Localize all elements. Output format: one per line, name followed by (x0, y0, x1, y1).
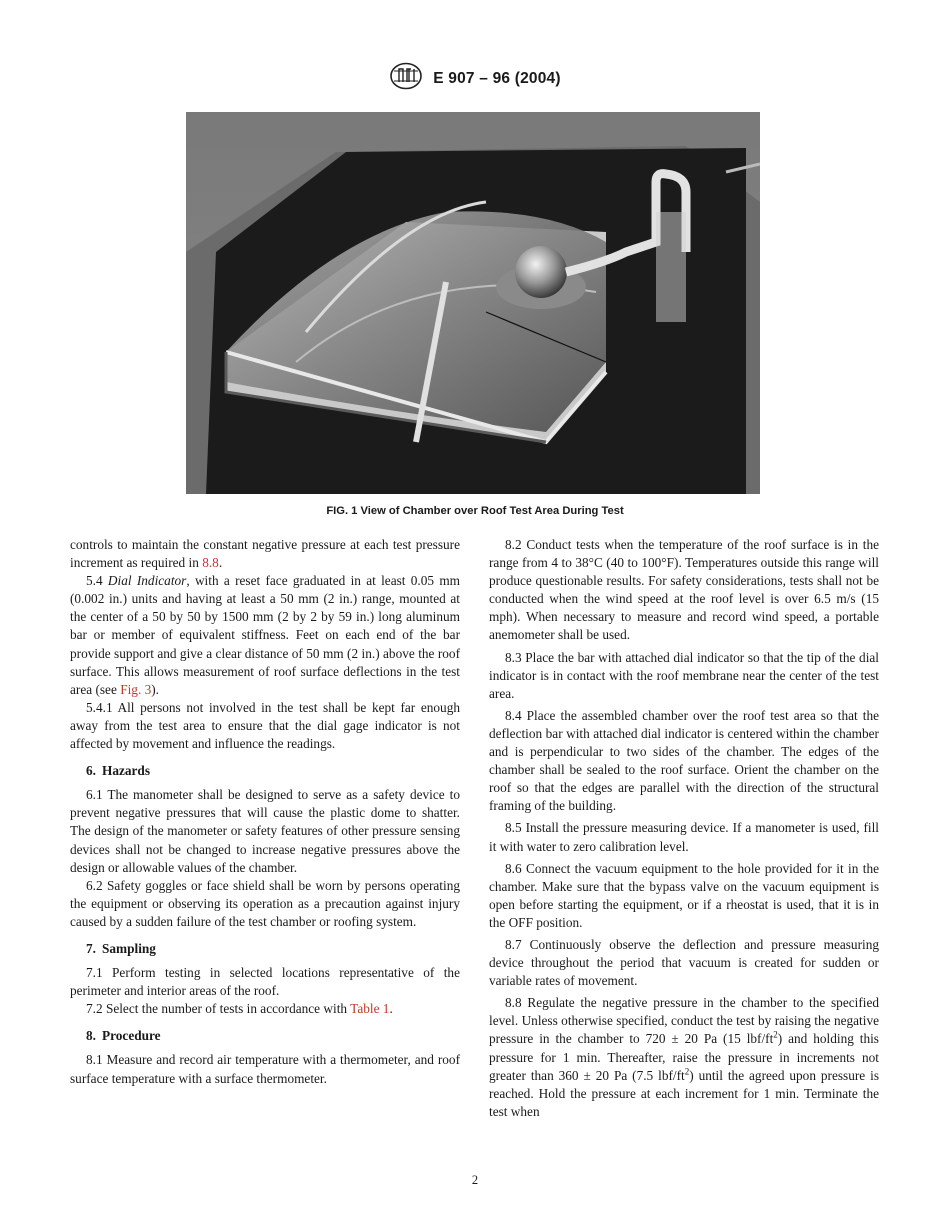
paragraph-8-3: 8.3 Place the bar with attached dial indicator so that the tip of the dial indicator is in contact with the roof membrane near the center of the test area. (489, 649, 879, 701)
paragraph-7-2: 7.2 Select the number of tests in accordance with Table 1. (86, 1001, 393, 1017)
table-1-link[interactable]: Table 1 (350, 1001, 390, 1017)
paragraph-6-1: 6.1 The manometer shall be designed to serve as a safety device to prevent negative pressures that will cause the plastic dome to shatter. The design of the manometer or safety features of other pressure sensing devices shall not be changed to increase negative pressures above the design or allowable values of the chamber. (70, 787, 460, 875)
heading-hazards: 6. Hazards (86, 763, 150, 779)
dial-indicator-term: Dial Indicator (107, 573, 187, 589)
document-designation: E 907 – 96 (2004) (433, 69, 561, 87)
paragraph-8-4: 8.4 Place the assembled chamber over the roof test area so that the deflection bar with attached dial indicator is centered within the chamber and is perpendicular to two sides of the chamber. The edges of the chamber shall be sealed to the roof surface. Orient the chamber on the roof so that the edges are parallel with the direction of the structural framing of the building. (489, 707, 879, 814)
paragraph-8-1: 8.1 Measure and record air temperature with a thermometer, and roof surface temperature with a surface thermometer. (70, 1052, 460, 1086)
paragraph-7-1: 7.1 Perform testing in selected locations representative of the perimeter and interior areas of the roof. (70, 965, 460, 999)
roof-test-chamber-photo (186, 112, 760, 494)
page-header (0, 62, 950, 95)
astm-logo-icon (389, 62, 423, 95)
right-column (489, 536, 879, 1121)
page-number: 2 (471, 1173, 479, 1187)
paragraph-5-3-cont: controls to maintain the constant negative pressure at each test pressure increment as required in 8.8. (70, 537, 460, 571)
left-column (70, 536, 460, 1088)
paragraph-8-7: 8.7 Continuously observe the deflection and pressure measuring device throughout the period that vacuum is created for sudden or variable rates of movement. (489, 936, 879, 989)
fig-3-link[interactable]: Fig. 3 (120, 681, 152, 697)
heading-sampling: 7. Sampling (86, 940, 156, 956)
paragraph-8-6: 8.6 Connect the vacuum equipment to the hole provided for it in the chamber. Make sure that the bypass valve on the vacuum equipment is open before starting the equipment, or if a rheostat is used, that it is in the OFF position. (489, 860, 879, 930)
heading-procedure: 8. Procedure (86, 1028, 161, 1044)
section-8-8-link[interactable]: 8.8 (202, 555, 219, 571)
figure-caption: FIG. 1 View of Chamber over Roof Test Area During Test (326, 505, 624, 517)
paragraph-8-2: 8.2 Conduct tests when the temperature of the roof surface is in the range from 4 to 38°C (40 to 100°F). Temperatures outside this range will produce questionable results. For safety considerations, tests shall not be conducted when the wind speed at the roof level is over 6.5 m/s (15 mph). When necessary to measure and record wind speed, a portable anemometer shall be used. (489, 537, 879, 643)
paragraph-6-2: 6.2 Safety goggles or face shield shall be worn by persons operating the equipment or observing its operation as a precaution against injury caused by a sudden failure of the test chamber or roofing system. (70, 877, 460, 929)
paragraph-8-8: 8.8 Regulate the negative pressure in the chamber to the specified level. Unless otherwise specified, conduct the test by raising the negative pressure in the chamber to 720 ± 20 Pa (15 lbf/$ft^2$) and holding this pressure for 1 min. Thereafter, raise the pressure in increments not greater than 360 ± 20 Pa (7.5 lbf/$ft^2$) until the agreed upon pressure is reached. Hold the pressure at each increment for 1 min. Terminate the test when (489, 995, 879, 1119)
paragraph-5-4-1: 5.4.1 All persons not involved in the test shall be kept far enough away from the test area to ensure that the dial gage indicator is not affected by movement and influence the readings. (70, 699, 460, 752)
paragraph-8-5: 8.5 Install the pressure measuring device. If a manometer is used, fill it with water to zero calibration level. (489, 820, 879, 854)
paragraph-5-4: 5.4 Dial Indicator, with a reset face graduated in at least 0.05 mm (0.002 in.) units and having at least a 50 mm (2 in.) range, mounted at the center of a 50 by 50 by 1500 mm (2 by 2 by 59 in.) long aluminum bar or member of equivalent stiffness. Feet on each end of the bar provide support and give a clear distance of 50 mm (2 in.) above the roof surface. This allows measurement of roof surface deflections in the test area (see Fig. 3). (70, 573, 461, 697)
